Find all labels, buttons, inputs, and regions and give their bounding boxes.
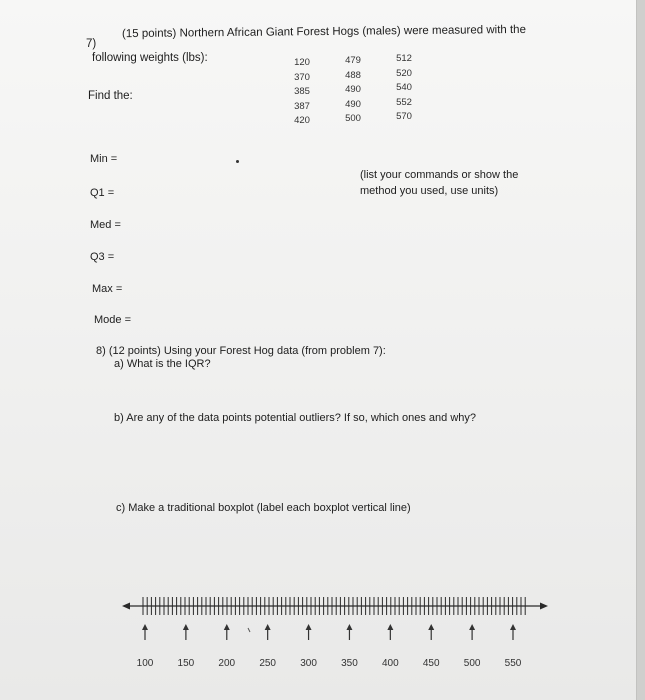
axis-label: 400 <box>381 658 399 669</box>
data-value: 479 <box>345 55 361 66</box>
problem-7-number: 7) <box>86 38 97 50</box>
find-the-label: Find the: <box>88 90 133 102</box>
problem-7-prompt-line2: following weights (lbs): <box>92 52 208 64</box>
data-value: 570 <box>396 111 412 122</box>
right-arrowhead <box>540 603 548 610</box>
method-note-line1: (list your commands or show the <box>360 169 519 181</box>
up-arrow-head <box>346 624 352 630</box>
up-arrow-head <box>265 624 271 630</box>
data-value: 552 <box>396 96 412 108</box>
data-value: 420 <box>294 115 310 126</box>
data-value: 385 <box>294 86 310 97</box>
up-arrow-head <box>428 624 434 630</box>
axis-label: 450 <box>422 658 440 669</box>
data-value: 520 <box>396 67 412 79</box>
up-arrow-head <box>510 624 516 630</box>
up-arrow-head <box>183 624 189 630</box>
data-value: 488 <box>345 69 361 81</box>
problem-8-part-c: c) Make a traditional boxplot (label each boxplot vertical line) <box>116 502 411 514</box>
q1-label: Q1 = <box>90 187 115 199</box>
axis-label: 100 <box>136 658 154 669</box>
q3-label: Q3 = <box>90 251 115 263</box>
up-arrow-head <box>469 624 475 630</box>
axis-label: 150 <box>177 658 195 669</box>
up-arrow-head <box>387 624 393 630</box>
data-value: 370 <box>294 71 310 83</box>
data-value: 120 <box>294 57 310 68</box>
axis-label: 300 <box>300 658 317 669</box>
data-column-1 <box>282 56 322 129</box>
data-value: 500 <box>345 113 361 124</box>
up-arrow-head <box>224 624 230 630</box>
problem-8-part-b: b) Are any of the data points potential outliers? If so, which ones and why? <box>114 412 477 424</box>
method-note-line2: method you used, use units) <box>360 185 499 197</box>
min-label: Min = <box>90 153 118 165</box>
max-label: Max = <box>92 283 123 295</box>
problem-8-heading: 8) (12 points) Using your Forest Hog data (from problem 7): <box>96 345 386 357</box>
up-arrow-head <box>142 624 148 630</box>
data-value: 387 <box>294 100 310 112</box>
data-value: 490 <box>345 84 361 95</box>
median-label: Med = <box>90 219 121 231</box>
stray-dot <box>236 160 239 163</box>
stray-mark <box>248 628 250 632</box>
axis-label: 200 <box>218 658 236 669</box>
data-value: 490 <box>345 98 361 110</box>
number-line-axis <box>0 590 645 680</box>
axis-label: 550 <box>504 658 522 669</box>
up-arrow-head <box>306 624 312 630</box>
problem-8-part-a: a) What is the IQR? <box>114 358 211 370</box>
data-column-2 <box>333 54 373 127</box>
mode-label: Mode = <box>94 314 131 326</box>
axis-label: 500 <box>463 658 481 669</box>
problem-7-prompt-line1: (15 points) Northern African Giant Forest Hogs (males) were measured with the <box>121 23 527 41</box>
data-column-3 <box>384 52 424 125</box>
axis-label: 250 <box>259 658 277 669</box>
axis-label: 350 <box>341 658 358 669</box>
left-arrowhead <box>122 603 130 610</box>
data-value: 512 <box>396 53 412 64</box>
data-value: 540 <box>396 82 412 93</box>
